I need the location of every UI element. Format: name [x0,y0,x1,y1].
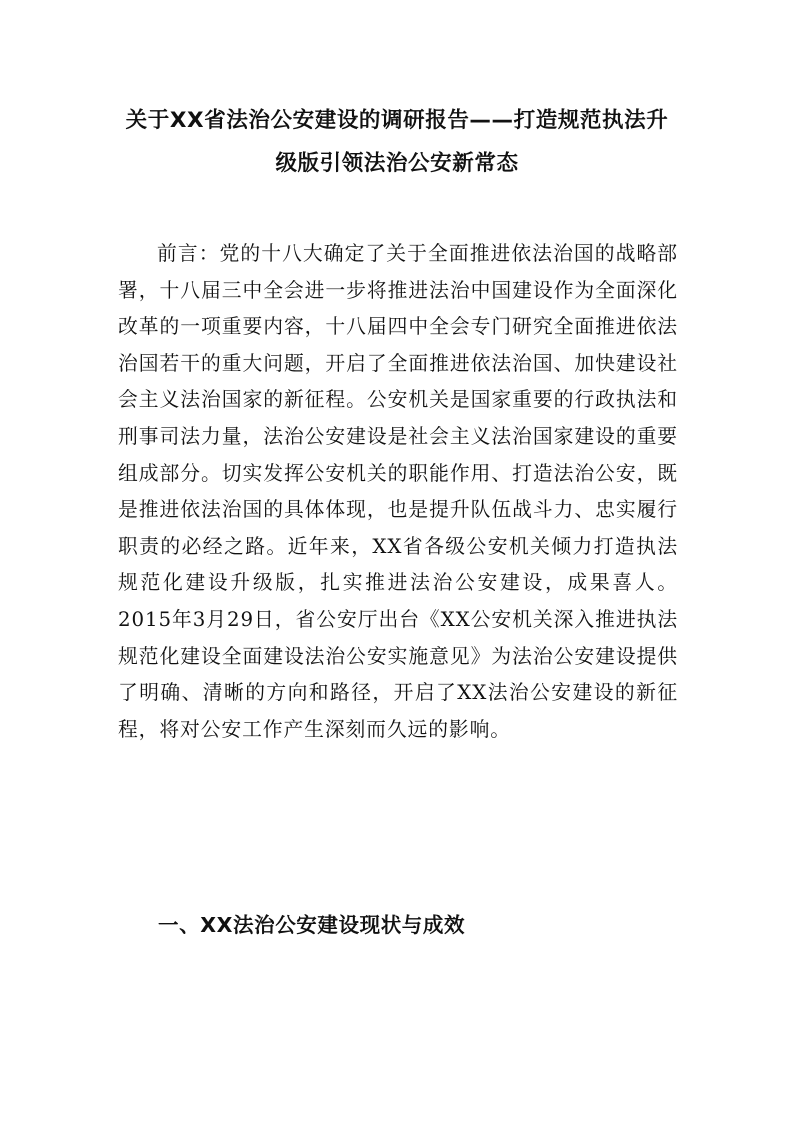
document-title-line-1: 关于XX省法治公安建设的调研报告——打造规范执法升 [125,108,669,133]
section-heading: 一、XX法治公安建设现状与成效 [158,913,466,937]
document-title-line-2: 级版引领法治公安新常态 [275,151,519,176]
preface-paragraph: 前言：党的十八大确定了关于全面推进依法治国的战略部署，十八届三中全会进一步将推进法治中国建设作为全面深化改革的一项重要内容，十八届四中全会专门研究全面推进依法治国若干的重大问题，开启了全面推进依法治国、加快建设社会主义法治国家的新征程。公安机关是国家重要的行政执法和刑事司法力量，法治公安建设是社会主义法治国家建设的重要组成部分。切实发挥公安机关的职能作用、打造法治公安，既是推进依法治国的具体体现，也是提升队伍战斗力、忠实履行职责的必经之路。近年来，XX省各级公安机关倾力打造执法规范化建设升级版，扎实推进法治公安建设，成果喜人。2015年3月29日，省公安厅出台《XX公安机关深入推进执法规范化建设全面建设法治公安实施意见》为法治公安建设提供了明确、清晰的方向和路径，开启了XX法治公安建设的新征程，将对公安工作产生深刻而久远的影响。 [118,242,678,741]
